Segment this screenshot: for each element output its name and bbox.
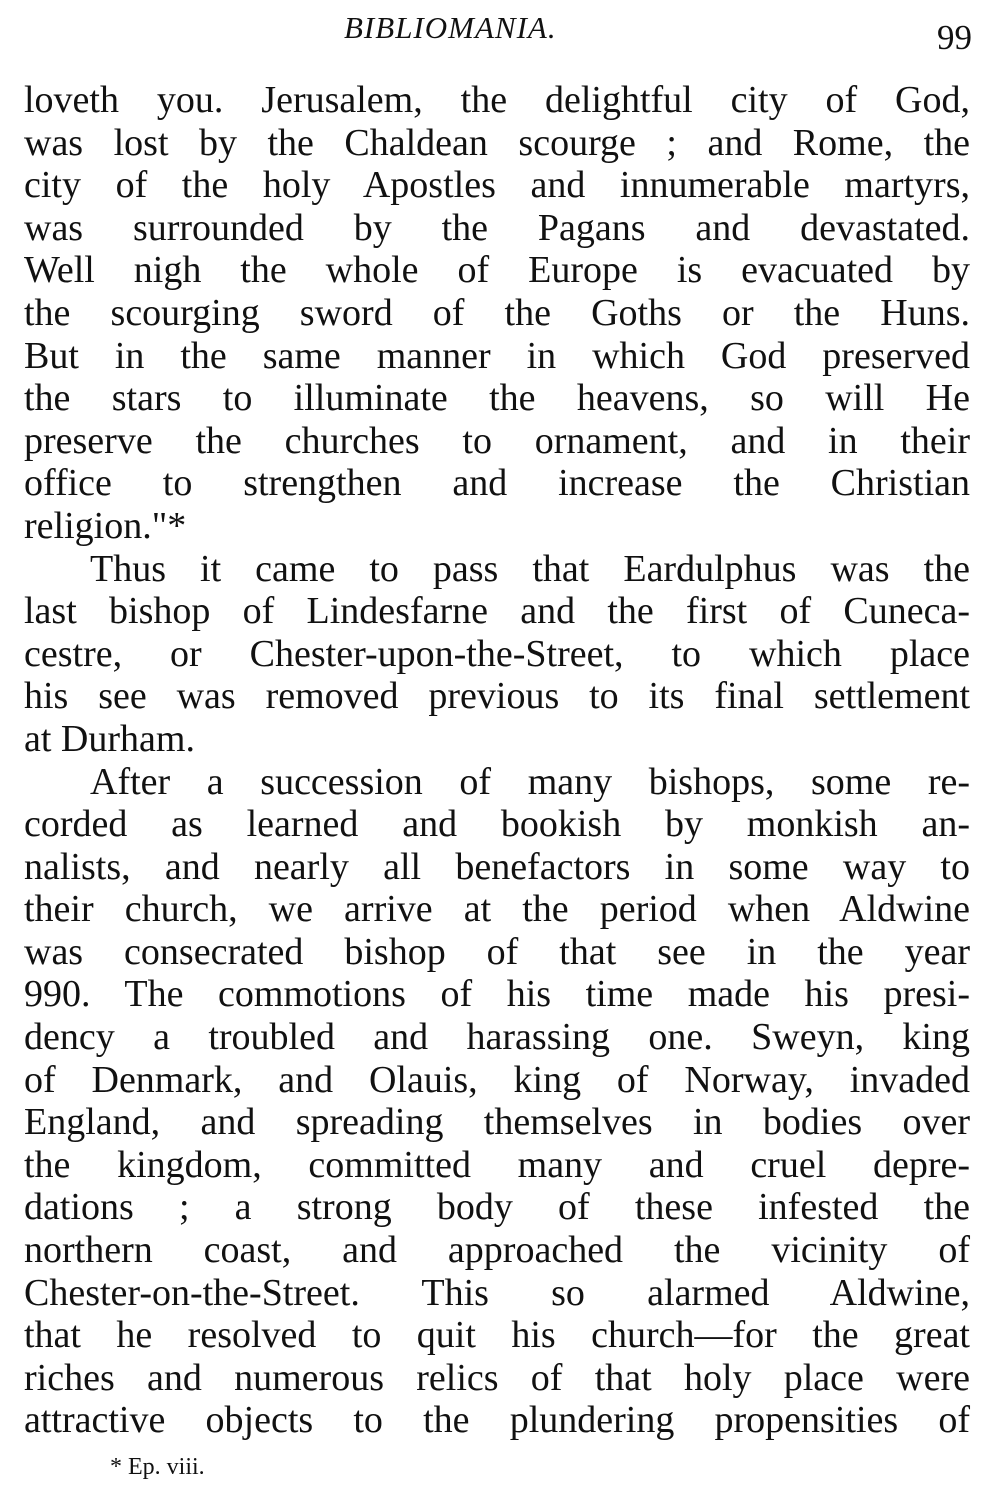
text-line: dency a troubled and harassing one. Sweyn, king [24,1016,970,1059]
running-title: BIBLIOMANIA. [344,10,557,45]
text-line: last bishop of Lindesfarne and the first of Cuneca- [24,590,970,633]
text-line: his see was removed previous to its final settlement [24,675,970,718]
text-line-paragraph-start: After a succession of many bishops, some re- [90,760,970,803]
body-text [24,79,970,1442]
text-line: loveth you. Jerusalem, the delightful city of God, [24,79,970,121]
text-line: the scourging sword of the Goths or the Huns. [24,291,970,334]
text-line-paragraph-start: Thus it came to pass that Eardulphus was the [90,547,970,590]
text-line: nalists, and nearly all benefactors in some way to [24,845,970,888]
footnote: * Ep. viii. [110,1454,205,1480]
page-number: 99 [937,18,972,57]
text-line: that he resolved to quit his church—for the great [24,1314,970,1357]
text-line: dations ; a strong body of these infested the [24,1186,970,1229]
text-line: was consecrated bishop of that see in the year [24,930,970,973]
text-line-paragraph-end: at Durham. [24,717,195,760]
text-line: But in the same manner in which God preserved [24,334,970,377]
running-head [0,10,1000,57]
text-line: northern coast, and approached the vicinity of [24,1229,970,1272]
text-line: the kingdom, committed many and cruel depre- [24,1143,970,1186]
text-line: attractive objects to the plundering propensities of [24,1399,970,1442]
text-line: 990. The commotions of his time made his presi- [24,973,970,1016]
text-line: riches and numerous relics of that holy place were [24,1356,970,1399]
text-line: was surrounded by the Pagans and devastated. [24,206,970,249]
text-line: the stars to illuminate the heavens, so will He [24,377,970,420]
text-line: England, and spreading themselves in bodies over [24,1101,970,1144]
text-line: preserve the churches to ornament, and in their [24,419,970,462]
text-line: of Denmark, and Olauis, king of Norway, invaded [24,1058,970,1101]
text-line-paragraph-end: religion."* [24,504,187,547]
text-line: office to strengthen and increase the Christian [24,462,970,505]
text-line: their church, we arrive at the period when Aldwine [24,888,970,931]
text-line: Chester-on-the-Street. This so alarmed Aldwine, [24,1271,970,1314]
text-line: cestre, or Chester-upon-the-Street, to which place [24,632,970,675]
text-line: corded as learned and bookish by monkish an- [24,803,970,846]
text-line: was lost by the Chaldean scourge ; and Rome, the [24,121,970,164]
text-line: city of the holy Apostles and innumerable martyrs, [24,164,970,207]
text-line: Well nigh the whole of Europe is evacuated by [24,249,970,292]
